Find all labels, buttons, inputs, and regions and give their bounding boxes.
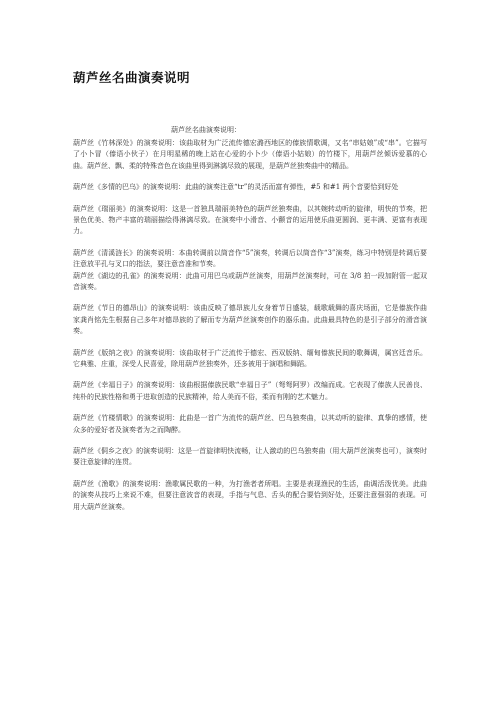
paragraph-dong-village-night: 葫芦丝《侗乡之夜》的演奏说明：这是一首旋律明快流畅，让人激动的巴乌独奏曲（用大葫芦丝演奏也可），演奏时要注意旋律的连贯。 [73, 447, 427, 467]
document-subtitle: 葫芦丝名曲演奏说明： [171, 126, 241, 134]
paragraph-passionate-bawu: 葫芦丝《多情的巴乌》的演奏说明：此曲的演奏注意“tr”的灵活而富有弹性，#5 和#1 两个音要恰到好处 [73, 183, 399, 192]
paragraph-ruili-beauty: 葫芦丝《瑞丽美》的演奏说明：这是一首独具瑞丽美特色的葫芦丝独奏曲，以其婉转动听的旋律，明快的节奏，把景色优美、物产丰富的瑞丽描绘得淋漓尽致。在演奏中小滑音、小颤音的运用使乐曲更圆润、更丰满、更富有表现力。 [73, 205, 427, 236]
paragraph-bamboo-house-love-song: 葫芦丝《竹楼情歌》的演奏说明：此曲是一首广为流传的葫芦丝、巴乌独奏曲，以其动听的旋律、真挚的感情，使众多的爱好者及演奏者为之而陶醉。 [73, 414, 427, 434]
document-body [73, 125, 427, 523]
paragraph-lakeside-peacock: 葫芦丝《湖边的孔雀》的演奏说明：此曲可用巴乌或葫芦丝演奏，用葫芦丝演奏时，可在 3/8 拍一段加附管一起双音演奏。 [73, 271, 427, 291]
paragraph-happy-days: 葫芦丝《幸福日子》的演奏说明：该曲根据傣族民歌“幸福日子”（弩弩阿罗）改编而成。它表现了傣族人民善良、纯朴的民族性格和勇于进取创造的民族精神，给人美而不俗，柔而有刚的艺术魅力。 [73, 381, 427, 401]
paragraph-clear-stream: 葫芦丝《清溪涟长》的演奏说明：本曲转调前以筒音作“5”演奏，转调后以筒音作“3”演奏，练习中特别是转调后要注意放平孔与叉口的指法，要注意音准和节奏。 [73, 249, 427, 269]
page-title: 葫芦丝名曲演奏说明 [73, 70, 191, 85]
paragraph-fishing-song: 葫芦丝《渔歌》的演奏说明：渔歌属民歌的一种，为打渔者者所唱。主要是表现渔民的生活，曲调活泼优美。此曲的演奏从技巧上来说不难，但要注意波音的表现，手指与气息、舌头的配合要恰到好处，还要注意强弱的表现。可用大葫芦丝演奏。 [73, 480, 427, 511]
paragraph-banna-night: 葫芦丝《版纳之夜》的演奏说明：该曲取材于广泛流传于德宏、西双版纳、缅甸傣族民间的歌舞调，属宫廷音乐。它典雅、庄重，深受人民喜爱，除用葫芦丝独奏外，还多被用于演唱和舞蹈。 [73, 348, 427, 368]
paragraph-deang-mountain: 葫芦丝《节日的德昂山》的演奏说明：该曲反映了德昂族儿女身着节日盛装，载歌载舞的喜庆场面，它是傣族作曲家龚肖铭先生根据自己多年对德昂族的了解而专为葫芦丝演奏创作的器乐曲。此曲最具特色的是引子部分的滑音演奏。 [73, 304, 427, 335]
paragraph-bamboo-forest: 葫芦丝《竹林深处》的演奏说明：该曲取材为广泛流传德宏潞西地区的傣族情歌调，又名“串姑娘”或“串”。它描写了小卜冒（傣语小伙子）在月明星稀的晚上站在心爱的小卜少（傣语小姑娘）的竹楼下，用葫芦丝倾诉爱慕的心曲。葫芦丝、飘、柔的特殊音色在该曲里得到淋漓尽致的展现，是葫芦丝独奏曲中的精品。 [73, 139, 427, 170]
